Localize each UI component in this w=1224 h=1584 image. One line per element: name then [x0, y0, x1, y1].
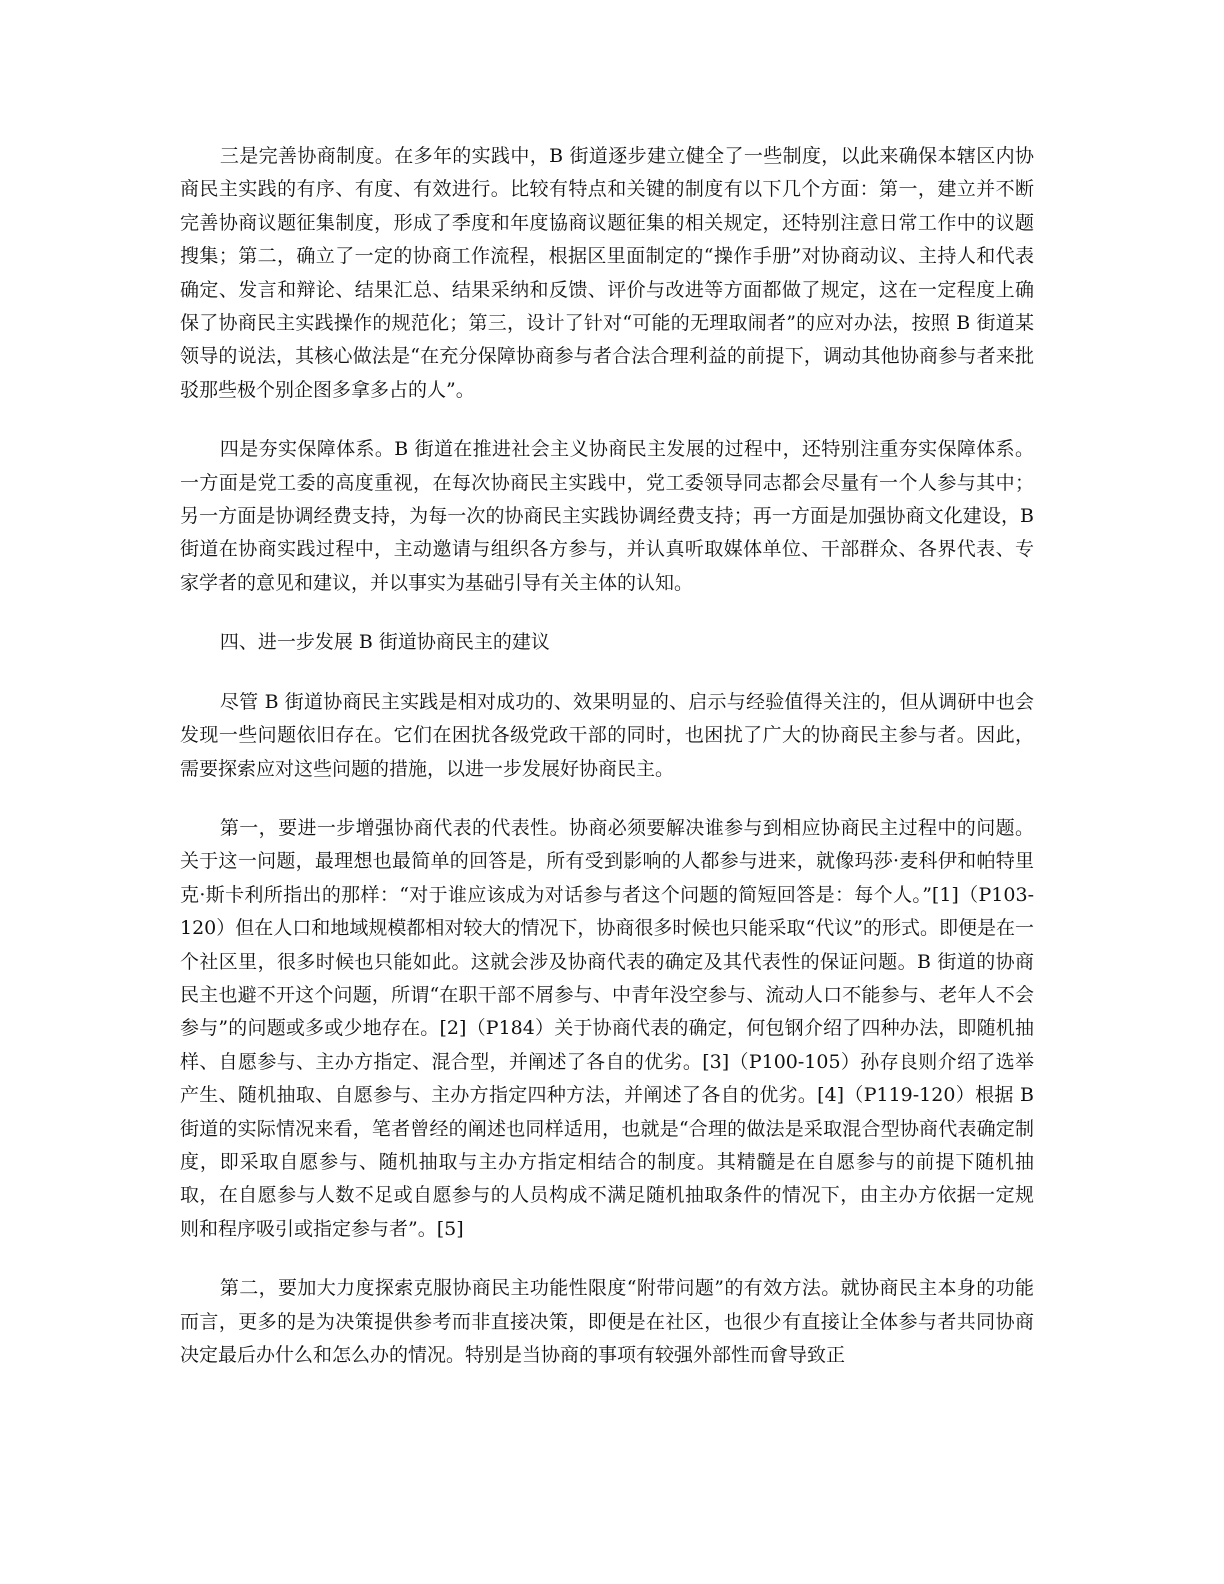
document-page — [180, 140, 1034, 1398]
paragraph-guarantee-system: 四是夯实保障体系。B 街道在推进社会主义协商民主发展的过程中，还特别注重夯实保障体系。一方面是党工委的高度重视，在每次协商民主实践中，党工委领导同志都会尽量有一个人参与其中；另一方面是协调经费支持，为每一次的协商民主实践协调经费支持；再一方面是加强协商文化建设，B 街道在协商实践过程中，主动邀请与组织各方参与，并认真听取媒体单位、干部群众、各界代表、专家学者的意见和建议，并以事实为基础引导有关主体的认知。 — [180, 438, 1034, 594]
paragraph-problems-intro: 尽管 B 街道协商民主实践是相对成功的、效果明显的、启示与经验值得关注的，但从调研中也会发现一些问题依旧存在。它们在困扰各级党政干部的同时，也困扰了广大的协商民主参与者。因此，需要探索应对这些问题的措施，以进一步发展好协商民主。 — [180, 690, 1034, 780]
paragraph-representativeness: 第一，要进一步增强协商代表的代表性。协商必须要解决谁参与到相应协商民主过程中的问题。关于这一问题，最理想也最简单的回答是，所有受到影响的人都参与进来，就像玛莎·麦科伊和帕特里克·斯卡利所指出的那样：“对于谁应该成为对话参与者这个问题的简短回答是：每个人。”[1]（P103-120）但在人口和地域规模都相对较大的情况下，协商很多时候也只能采取“代议”的形式。即便是在一个社区里，很多时候也只能如此。这就会涉及协商代表的确定及其代表性的保证问题。B 街道的协商民主也避不开这个问题，所谓“在职干部不屑参与、中青年没空参与、流动人口不能参与、老年人不会参与”的问题或多或少地存在。[2]（P184）关于协商代表的确定，何包钢介绍了四种办法，即随机抽样、自愿参与、主办方指定、混合型，并阐述了各自的优劣。[3]（P100-105）孙存良则介绍了选举产生、随机抽取、自愿参与、主办方指定四种方法，并阐述了各自的优劣。[4]（P119-120）根据 B 街道的实际情况来看，笔者曾经的阐述也同样适用，也就是“合理的做法是采取混合型协商代表确定制度，即采取自愿参与、随机抽取与主办方指定相结合的制度。其精髓是在自愿参与的前提下随机抽取，在自愿参与人数不足或自愿参与的人员构成不满足随机抽取条件的情况下，由主办方依据一定规则和程序吸引或指定参与者”。[5] — [180, 816, 1034, 1240]
paragraph-functional-limits: 第二，要加大力度探索克服协商民主功能性限度“附带问题”的有效方法。就协商民主本身的功能而言，更多的是为决策提供参考而非直接决策，即便是在社区，也很少有直接让全体参与者共同协商决定最后办什么和怎么办的情况。特别是当协商的事项有较强外部性而會导致正 — [180, 1277, 1034, 1366]
section-heading: 四、进一步发展 B 街道协商民主的建议 — [219, 631, 550, 654]
paragraph-improve-system: 三是完善协商制度。在多年的实践中，B 街道逐步建立健全了一些制度，以此来确保本辖区内协商民主实践的有序、有度、有效进行。比较有特点和关键的制度有以下几个方面：第一，建立并不断完善协商议题征集制度，形成了季度和年度協商议题征集的相关规定，还特别注意日常工作中的议题搜集；第二，确立了一定的协商工作流程，根据区里面制定的“操作手册”对协商动议、主持人和代表确定、发言和辩论、结果汇总、结果采纳和反馈、评价与改进等方面都做了规定，这在一定程度上确保了协商民主实践操作的规范化；第三，设计了针对“可能的无理取闹者”的应对办法，按照 B 街道某领导的说法，其核心做法是“在充分保障协商参与者合法合理利益的前提下，调动其他协商参与者来批驳那些极个别企图多拿多占的人”。 — [180, 145, 1034, 401]
